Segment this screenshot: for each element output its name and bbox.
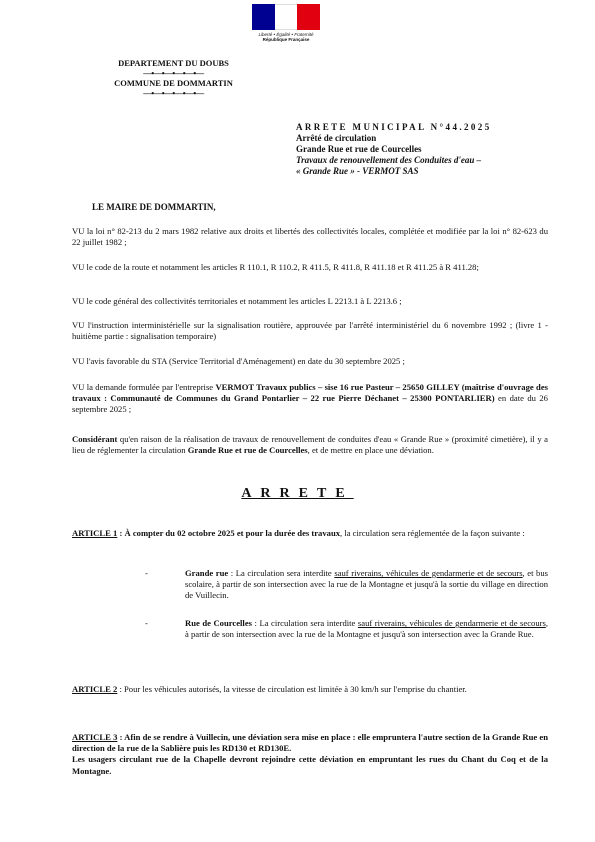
vu-paragraph: VU l'instruction interministérielle sur la signalisation routière, approuvée par l'arrêté interministériel du 6 novembre 1992 ; (livre 1 - huitième partie : signalisation temporaire) bbox=[72, 320, 548, 342]
vu-request-end: en date du 26 septembre 2025 ; bbox=[72, 393, 548, 415]
item-name: Grande rue bbox=[185, 568, 229, 578]
decree-number: ARRETE MUNICIPAL N°44.2025 bbox=[296, 122, 492, 132]
considerant-paragraph bbox=[72, 434, 548, 456]
article-3-text2: Les usagers circulant rue de la Chapelle devront rejoindre cette déviation en empruntant les rues du Chant du Coq et de la Montagne. bbox=[72, 754, 548, 776]
considerant-word: Considérant bbox=[72, 434, 118, 444]
vu-paragraph: VU la loi n° 82-213 du 2 mars 1982 relative aux droits et libertés des collectivités locales, complétée et modifiée par la loi n° 82-623 du 22 juillet 1982 ; bbox=[72, 226, 548, 248]
bullet-dash: - bbox=[145, 568, 148, 578]
article-1-item-grande-rue bbox=[185, 568, 548, 602]
article-1-sep: : bbox=[117, 528, 125, 538]
department-rule: —•—•—•—•—•— bbox=[143, 68, 204, 78]
commune-name: COMMUNE DE DOMMARTIN bbox=[114, 78, 233, 88]
article-3-text: : Afin de se rendre à Vuillecin, une déviation sera mise en place : elle empruntera l'autre section de la Grande Rue en direction de la rue de la Sablière puis les RD130 et RD130E. bbox=[72, 732, 548, 754]
decree-streets: Grande Rue et rue de Courcelles bbox=[296, 144, 422, 154]
article-1-bold: À compter du 02 octobre 2025 et pour la durée des travaux bbox=[124, 528, 341, 538]
arrete-title: ARRETE bbox=[241, 486, 354, 501]
article-2 bbox=[72, 684, 548, 695]
item-text: , à partir de son intersection avec la rue de la Montagne et jusqu'à son intersection avec la Grande Rue. bbox=[185, 618, 548, 640]
article-3 bbox=[72, 732, 548, 777]
mayor-heading: LE MAIRE DE DOMMARTIN, bbox=[92, 202, 216, 212]
considerant-streets: Grande Rue et rue de Courcelles bbox=[187, 445, 308, 456]
item-text: : La circulation sera interdite bbox=[251, 618, 358, 628]
commune-rule: —•—•—•—•—•— bbox=[143, 88, 204, 98]
decree-heading bbox=[296, 122, 566, 177]
decree-works-line1: Travaux de renouvellement des Conduites d'eau – bbox=[296, 155, 482, 165]
article-1-rest: , la circulation sera réglementée de la façon suivante : bbox=[340, 528, 525, 538]
decree-type: Arrêté de circulation bbox=[296, 133, 377, 143]
bullet-dash: - bbox=[145, 618, 148, 628]
considerant-text1: qu'en raison de la réalisation de travaux de renouvellement de conduites d'eau « Grande Rue » (proximité cimetière), il y a lieu de réglementer la circulation bbox=[72, 434, 548, 456]
vu-request-start: VU la demande formulée par l'entreprise bbox=[72, 382, 216, 392]
decree-works-line2: « Grande Rue » - VERMOT SAS bbox=[296, 166, 419, 176]
item-underlined: sauf riverains, véhicules de gendarmerie et de secours bbox=[334, 568, 523, 578]
considerant-text2: , et de mettre en place une déviation. bbox=[307, 445, 434, 456]
item-name: Rue de Courcelles bbox=[185, 618, 252, 628]
article-1-item-courcelles bbox=[185, 618, 548, 640]
logo-republic: République Française bbox=[262, 37, 310, 42]
article-2-text: : Pour les véhicules autorisés, la vitesse de circulation est limitée à 30 km/h sur l'emprise du chantier. bbox=[117, 684, 467, 694]
vu-paragraph: VU le code général des collectivités territoriales et notamment les articles L 2213.1 à L 2213.6 ; bbox=[72, 296, 402, 306]
article-1-label: ARTICLE 1 bbox=[72, 528, 118, 538]
article-2-label: ARTICLE 2 bbox=[72, 684, 118, 694]
item-text: : La circulation sera interdite bbox=[228, 568, 335, 578]
article-3-label: ARTICLE 3 bbox=[72, 732, 118, 742]
republique-francaise-logo bbox=[252, 4, 320, 42]
department-header bbox=[86, 58, 261, 98]
vu-request-company: VERMOT Travaux publics – sise 16 rue Pasteur – 25650 GILLEY (maîtrise d'ouvrage des travaux : Communauté de Communes du Grand Pontarlier – 22 rue Pierre Déchanet – 25300 PONTARLIER) bbox=[72, 382, 548, 404]
logo-motto: Liberté • Égalité • Fraternité bbox=[258, 32, 314, 37]
item-text: , et bus scolaire, à partir de son intersection avec la rue de la Montagne et jusqu'à la sortie du village en direction de Vuillecin. bbox=[185, 568, 548, 601]
vu-paragraph: VU le code de la route et notamment les articles R 110.1, R 110.2, R 411.5, R 411.8, R 411.18 et R 411.25 à R 411.28; bbox=[72, 262, 479, 272]
vu-request-paragraph bbox=[72, 382, 548, 416]
department-name: DEPARTEMENT DU DOUBS bbox=[118, 58, 229, 68]
marianne-flag-icon bbox=[252, 4, 320, 30]
vu-paragraph: VU l'avis favorable du STA (Service Territorial d'Aménagement) en date du 30 septembre 2025 ; bbox=[72, 356, 405, 366]
article-1 bbox=[72, 528, 548, 539]
item-underlined: sauf riverains, véhicules de gendarmerie et de secours bbox=[357, 618, 546, 628]
